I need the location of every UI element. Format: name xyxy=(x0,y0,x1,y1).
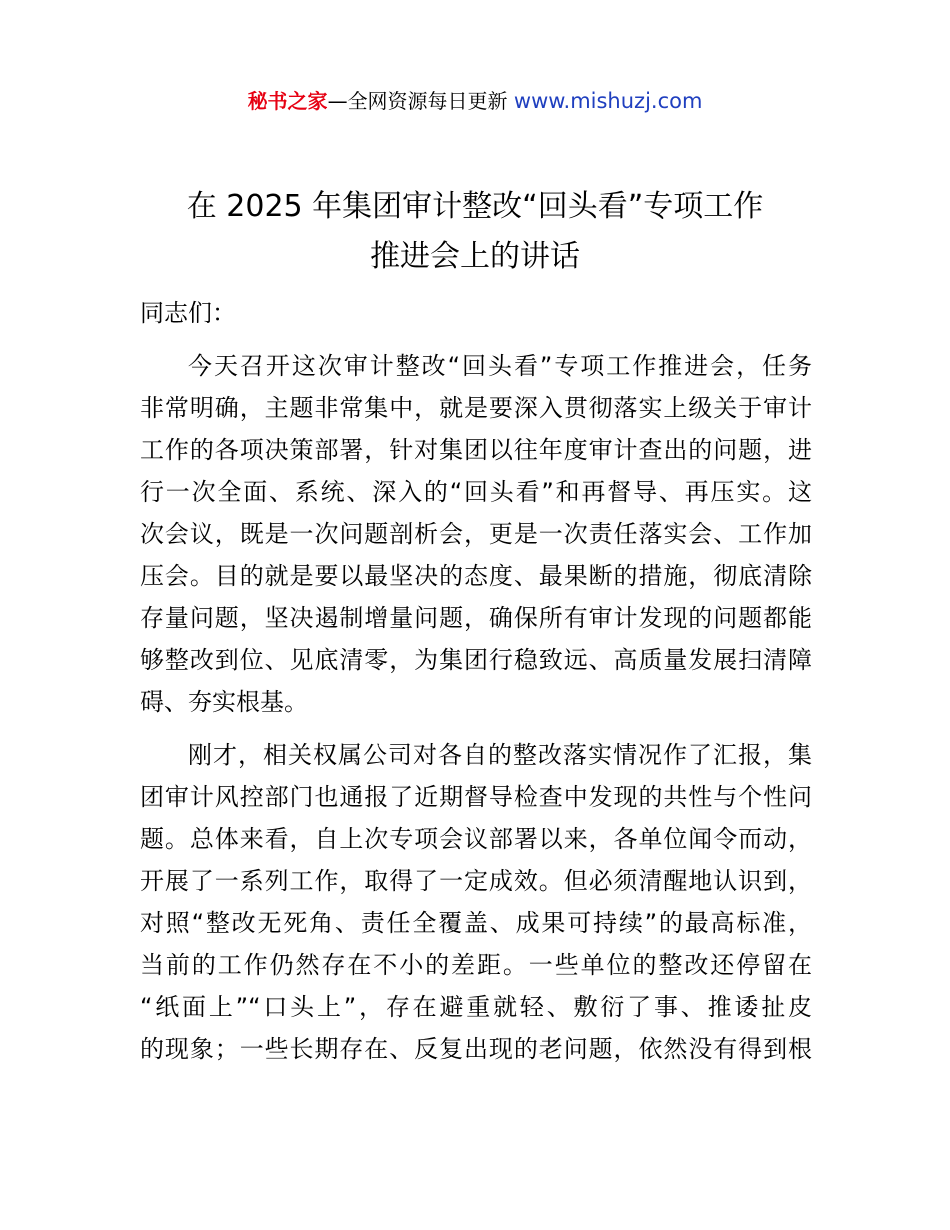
paragraph-line: 对照“整改无死角、责任全覆盖、成果可持续”的最高标准， xyxy=(140,909,812,937)
paragraph-line: 非常明确，主题非常集中，就是要深入贯彻落实上级关于审计 xyxy=(140,394,812,422)
title-line-1: 在 2025 年集团审计整改“回头看”专项工作 xyxy=(186,189,764,224)
paragraph-line: 够整改到位、见底清零，为集团行稳致远、高质量发展扫清障 xyxy=(140,646,812,674)
paragraph-line: 当前的工作仍然存在不小的差距。一些单位的整改还停留在 xyxy=(140,951,812,979)
brand-name: 秘书之家 xyxy=(247,89,328,113)
paragraph-line: 今天召开这次审计整改“回头看”专项工作推进会，任务 xyxy=(188,352,812,380)
paragraph-1 xyxy=(140,345,812,723)
paragraph-line: 团审计风控部门也通报了近期督导检查中发现的共性与个性问 xyxy=(140,783,812,811)
paragraph-line: 压会。目的就是要以最坚决的态度、最果断的措施，彻底清除 xyxy=(140,562,812,590)
paragraph-line: 存量问题，坚决遏制增量问题，确保所有审计发现的问题都能 xyxy=(140,604,812,632)
paragraph-line: 刚才，相关权属公司对各自的整改落实情况作了汇报，集 xyxy=(188,741,812,769)
paragraph-line: 行一次全面、系统、深入的“回头看”和再督导、再压实。这 xyxy=(140,478,812,506)
paragraph-line: 碍、夯实根基。 xyxy=(140,688,308,716)
document-body xyxy=(140,292,812,1081)
paragraph-line: 的现象；一些长期存在、反复出现的老问题，依然没有得到根 xyxy=(140,1035,812,1063)
site-header-banner xyxy=(0,86,950,116)
salutation: 同志们： xyxy=(140,299,236,327)
paragraph-line: 开展了一系列工作，取得了一定成效。但必须清醒地认识到， xyxy=(140,867,812,895)
paragraph-2 xyxy=(140,734,812,1070)
site-url-link[interactable]: www.mishuzj.com xyxy=(513,89,703,113)
paragraph-line: “纸面上”“口头上”，存在避重就轻、敷衍了事、推诿扯皮 xyxy=(140,993,812,1021)
title-line-2: 推进会上的讲话 xyxy=(370,239,580,274)
header-tagline: —全网资源每日更新 xyxy=(327,89,508,113)
paragraph-line: 题。总体来看，自上次专项会议部署以来，各单位闻令而动， xyxy=(140,825,812,853)
document-title xyxy=(0,182,950,282)
paragraph-line: 次会议，既是一次问题剖析会，更是一次责任落实会、工作加 xyxy=(140,520,812,548)
paragraph-line: 工作的各项决策部署，针对集团以往年度审计查出的问题，进 xyxy=(140,436,812,464)
